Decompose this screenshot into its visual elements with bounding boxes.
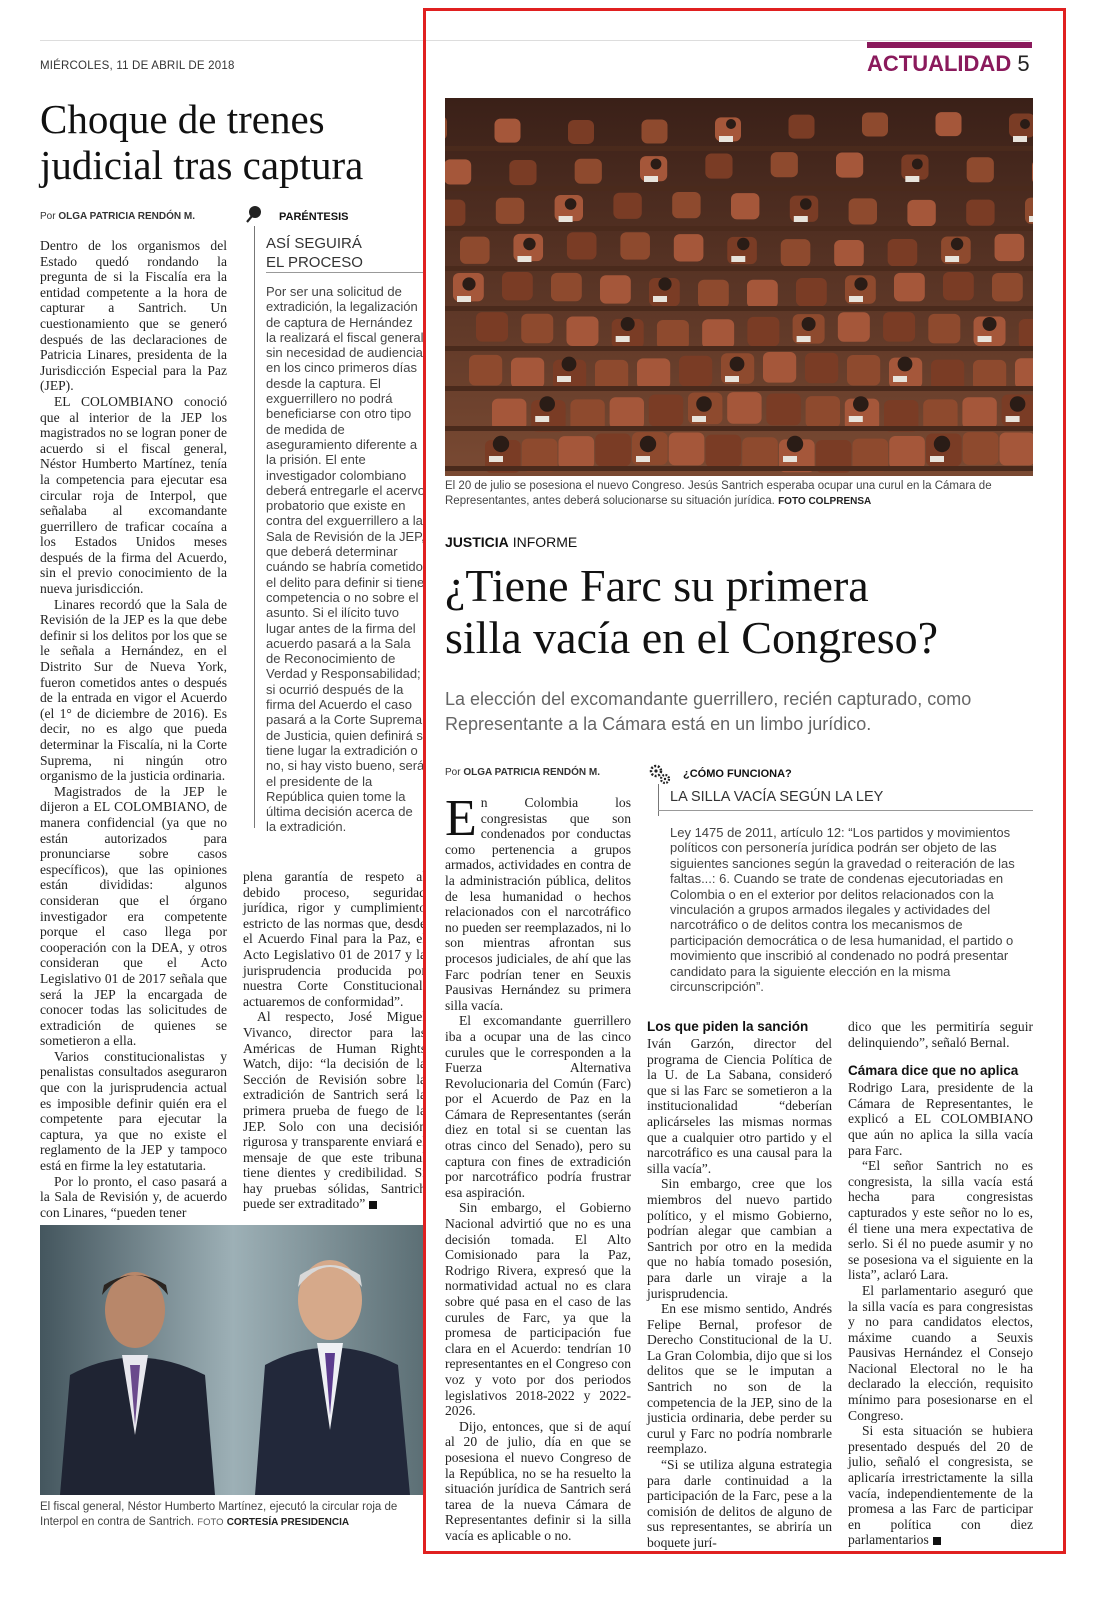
- paragraph: Dijo, entonces, que si de aquí al 20 de julio, día en que se posesiona el nuevo Congreso de la República, no se ha resuelto la situación jurídica de Santrich será tarea de la nueva Cámara de Representantes definir si la silla vacía es aplicable o no.: [445, 1418, 631, 1543]
- paragraph: Por lo pronto, el caso pasará a la Sala de Revisión y, de acuerdo con Linares, “pueden tener: [40, 1173, 227, 1220]
- right-credit: FOTO COLPRENSA: [778, 496, 872, 507]
- paragraph: “El señor Santrich no es congresista, la silla vacía está hecha para congresistas capturados y este señor no lo es, él tiene una mera expectativa de serlo. Si él no puede asumir y no se posesiona va el siguiente en la lista”, aclaró Lara.: [848, 1158, 1033, 1283]
- sidebar-title: [266, 234, 363, 272]
- box-title: LA SILLA VACÍA SEGÚN LA LEY: [670, 789, 884, 805]
- left-article-column-1: [40, 238, 227, 1220]
- paragraph: Sin embargo, cree que los miembros del nuevo partido político, y el mismo Gobierno, podrían alegar que cambian a Santrich por otro en la medida que no había tomado posesión, para darle un viraje a la jurisprudencia.: [647, 1176, 832, 1301]
- left-credit-label: FOTO: [197, 1517, 224, 1528]
- col3-continuation: dico que les permitiría seguir delinquiendo”, señaló Bernal.: [848, 1019, 1033, 1050]
- left-byline-prefix: Por: [40, 211, 56, 222]
- paragraph: El parlamentario aseguró que la silla vacía es para congresistas y no para candidatos electos, máxime cuando a Seuxis Pausivas Hernández el Consejo Nacional Electoral no le ha declarado la elección, requisito mínimo para posesionarse en el Congreso.: [848, 1282, 1033, 1423]
- section-name: ACTUALIDAD: [867, 51, 1012, 76]
- dropcap: E: [445, 790, 477, 847]
- left-headline-line2: judicial tras captura: [40, 142, 364, 188]
- right-deck: La elección del excomandante guerrillero, recién capturado, como Representante a la Cámara está en un limbo jurídico.: [445, 689, 972, 734]
- paragraph: Si esta situación se hubiera presentado después del 20 de julio, señaló el congresista, se aplicaría irrestrictamente la silla vacía, independientemente de la promesa a las Farc de participar en política con diez parlamentarios: [848, 1423, 1033, 1548]
- left-photo-caption: [40, 1500, 426, 1530]
- pin-icon: [244, 204, 264, 224]
- paragraph: Rodrigo Lara, presidente de la Cámara de Representantes, le explicó a EL COLOMBIANO que aún no aplica la silla vacía para Farc.: [848, 1080, 1033, 1158]
- box-text: Ley 1475 de 2011, artículo 12: “Los partidos y movimientos políticos con personería jurídica podrán ser objeto de las siguientes sanciones según la gravedad o reiteración de las faltas...: 6. Cuando se trate de condenas ejecutoriadas en Colombia o en el exterior por delitos relacionados con la vinculación a grupos armados ilegales y actividades del narcotráfico o de delitos contra los mecanismos de participación democrática o de lesa humanidad, el partido o movimiento que inscribió al condenado no podrá presentar candidato para la siguiente elección en la misma circunscripción”.: [670, 825, 1015, 995]
- paragraph: Magistrados de la JEP le dijeron a EL COLOMBIANO, de manera confidencial (ya que no están autorizados para pronunciarse sobre casos específicos), que las opiniones están divididas: algunos consideran que el órgano investigador era competente porque el caso llega por cooperación con la DEA, y otros consideran que el Acto Legislativo 01 de 2017 señala que será la JEP la encargada de conocer todas las solicitudes de extradición de quienes se sometieron a ella.: [40, 783, 227, 1049]
- right-kicker-bold: JUSTICIA: [445, 534, 509, 550]
- left-byline-author: OLGA PATRICIA RENDÓN M.: [58, 211, 196, 222]
- paragraph: EL COLOMBIANO conoció que al interior de la JEP los magistrados no se logran poner de acuerdo si el fiscal general, Néstor Humberto Martínez, tenía la competencia para ejecutar esa circular roja de Interpol, que señalaba al excomandante guerrillero de traficar cocaína a los Estados Unidos meses después de la firma del Acuerdo, sin el previo conocimiento de la nueva jurisdicción.: [40, 393, 227, 597]
- right-byline-author: OLGA PATRICIA RENDÓN M.: [463, 767, 601, 778]
- paragraph: plena garantía de respeto al debido proceso, seguridad jurídica, rigor y cumplimiento estricto de las normas que, desde el Acuerdo Final para la Paz, el Acto Legislativo 01 de 2017 y la jurisprudencia producida por nuestra Corte Constitucional, actuaremos de conformidad”.: [243, 869, 426, 1009]
- paragraph: Sin embargo, el Gobierno Nacional advirtió que no es una decisión tomada. El Alto Comisionado para la Paz, Rodrigo Rivera, expresó que la normatividad actual no es clara sobre qué pasa en el caso de las curules de Farc, ya que la promesa de participación fue clara en el Acuerdo: tendrían 10 representantes en el Congreso con voz y voto por dos periodos legislativos 2018-2022 y 2022-2026.: [445, 1200, 631, 1419]
- left-headline-line1: Choque de trenes: [40, 96, 325, 142]
- paragraph: Linares recordó que la Sala de Revisión de la JEP es la que debe definir si los delitos por los que se le señala a Hernández, en el Distrito Sur de Nueva York, fueron cometidos antes o después de la entrada en vigor el Acuerdo (el 1° de diciembre de 2016). Es decir, no es algo que pueda determinar la Fiscalía, ni la Corte Suprema, ni ningún otro organismo de la justicia ordinaria.: [40, 596, 227, 784]
- end-mark: [369, 1201, 377, 1209]
- sidebar-vrule: [254, 226, 255, 828]
- sidebar-kicker: PARÉNTESIS: [279, 211, 349, 223]
- box-kicker: ¿CÓMO FUNCIONA?: [683, 768, 792, 780]
- left-article-column-2: [243, 869, 426, 1212]
- col2-subhead: Los que piden la sanción: [647, 1019, 809, 1034]
- left-byline: [40, 211, 195, 222]
- left-caption-text: El fiscal general, Néstor Humberto Martínez, ejecutó la circular roja de Interpol en contra de Santrich.: [40, 1501, 398, 1528]
- left-credit: CORTESÍA PRESIDENCIA: [226, 1517, 350, 1528]
- right-caption-text: El 20 de julio se posesiona el nuevo Congreso. Jesús Santrich esperaba ocupar una curul en la Cámara de Representantes, antes deberá solucionarse su situación jurídica.: [445, 480, 992, 507]
- col3-subhead: Cámara dice que no aplica: [848, 1063, 1019, 1079]
- right-kicker-light: INFORME: [512, 534, 578, 550]
- paragraph: “Si se utiliza alguna estrategia para darle continuidad a la participación de la Farc, pese a la comisión de delitos de alguno de sus representantes, se abriría un boquete jurí-: [647, 1457, 832, 1550]
- highlight-frame: [423, 8, 1066, 1554]
- right-headline-line2: silla vacía en el Congreso?: [445, 612, 939, 663]
- paragraph: El excomandante guerrillero iba a ocupar una de las cinco curules que le corresponden a la Fuerza Alternativa Revolucionaria del Común (Farc) por el Acuerdo de Paz en la Cámara de Representantes (serán diez en total si se cuentan las otras cinco del Senado), pero su captura con fines de extradición por narcotráfico podría frustrar esa aspiración.: [445, 1013, 631, 1200]
- right-headline-line1: ¿Tiene Farc su primera: [445, 560, 869, 611]
- fiscal-president-photo: [40, 1225, 426, 1495]
- right-lead-text: n Colombia los congresistas que son condenados por conductas como pertenencia a grupos armados, actividades en contra de la administración pública, delitos de lesa humanidad o hechos relacionados con el narcotráfico no pueden ser reemplazados, ni lo son mientras afrontan sus procesos judiciales, de ahí que las Farc podrían tener en Seuxis Pausivas Hernández su primera silla vacía.: [445, 795, 631, 1013]
- left-headline: [40, 96, 363, 188]
- sidebar-hrule: [266, 272, 426, 273]
- paragraph: Al respecto, José Miguel Vivanco, director para las Américas de Human Rights Watch, dijo: “la decisión de la Sección de Revisión sobre la extradición de Santrich será la primera prueba de fuego de la JEP. Solo con una decisión rigurosa y transparente enviará el mensaje de que este tribunal tiene dientes y credibilidad. Si hay pruebas sólidas, Santrich puede ser extraditado”: [243, 1009, 426, 1212]
- paragraph: Dentro de los organismos del Estado quedó rondando la pregunta de si la Fiscalía era la entidad competente a la hora de capturar a Santrich. Un cuestionamiento que se generó después de las declaraciones de Patricia Linares, presidenta de la Jurisdicción Especial para la Paz (JEP).: [40, 238, 227, 394]
- page-number: 5: [1017, 51, 1030, 76]
- sidebar-title-line2: EL PROCESO: [266, 254, 363, 271]
- paragraph: En ese mismo sentido, Andrés Felipe Bernal, profesor de Derecho Constitucional de la U. La Gran Colombia, dijo que si los delitos que se le imputan a Santrich no son de la competencia de la JEP, sino de la justicia ordinaria, debe perder su curul y Farc no podría nombrarle reemplazo.: [647, 1301, 832, 1457]
- paragraph: Varios constitucionalistas y penalistas consultados aseguraron que con la jurisprudencia actual es imposible definir quién era el competente para ejecutar la captura, ya que no existe el reglamento de la JEP y tampoco está en firme la ley estatutaria.: [40, 1048, 227, 1174]
- paragraph: Iván Garzón, director del programa de Ciencia Política de la U. de La Sabana, consideró que si las Farc se sometieron a la institucionalidad “deberían aplicárseles las mismas normas que a cualquier otro partido y el narcotráfico es una causal para la silla vacía”.: [647, 1036, 832, 1176]
- right-byline-prefix: Por: [445, 767, 461, 778]
- sidebar-text: Por ser una solicitud de extradición, la legalización de captura de Hernández la realizará el fiscal general sin necesidad de audiencia en los cinco primeros días desde la captura. El exguerrillero no podrá beneficiarse con otro tipo de medida de aseguramiento diferente a la prisión. El ente investigador colombiano deberá entregarle el acervo probatorio que existe en contra del exguerrillero a la Sala de Revisión de la JEP, que deberá determinar cuándo se habría cometido el delito para definir si tiene competencia o no sobre el asunto. Si el ilícito tuvo lugar antes de la firma del acuerdo pasará a la Sala de Reconocimiento de Verdad y Responsabilidad; si ocurrió después de la firma del Acuerdo el caso pasará a la Corte Suprema de Justicia, quien definirá si tiene lugar la extradición o no, si hay visto bueno, será el presidente de la República quien tome la última decisión acerca de la extradición.: [266, 284, 426, 835]
- sidebar-title-line1: ASÍ SEGUIRÁ: [266, 235, 362, 252]
- page-date: MIÉRCOLES, 11 DE ABRIL DE 2018: [40, 60, 235, 72]
